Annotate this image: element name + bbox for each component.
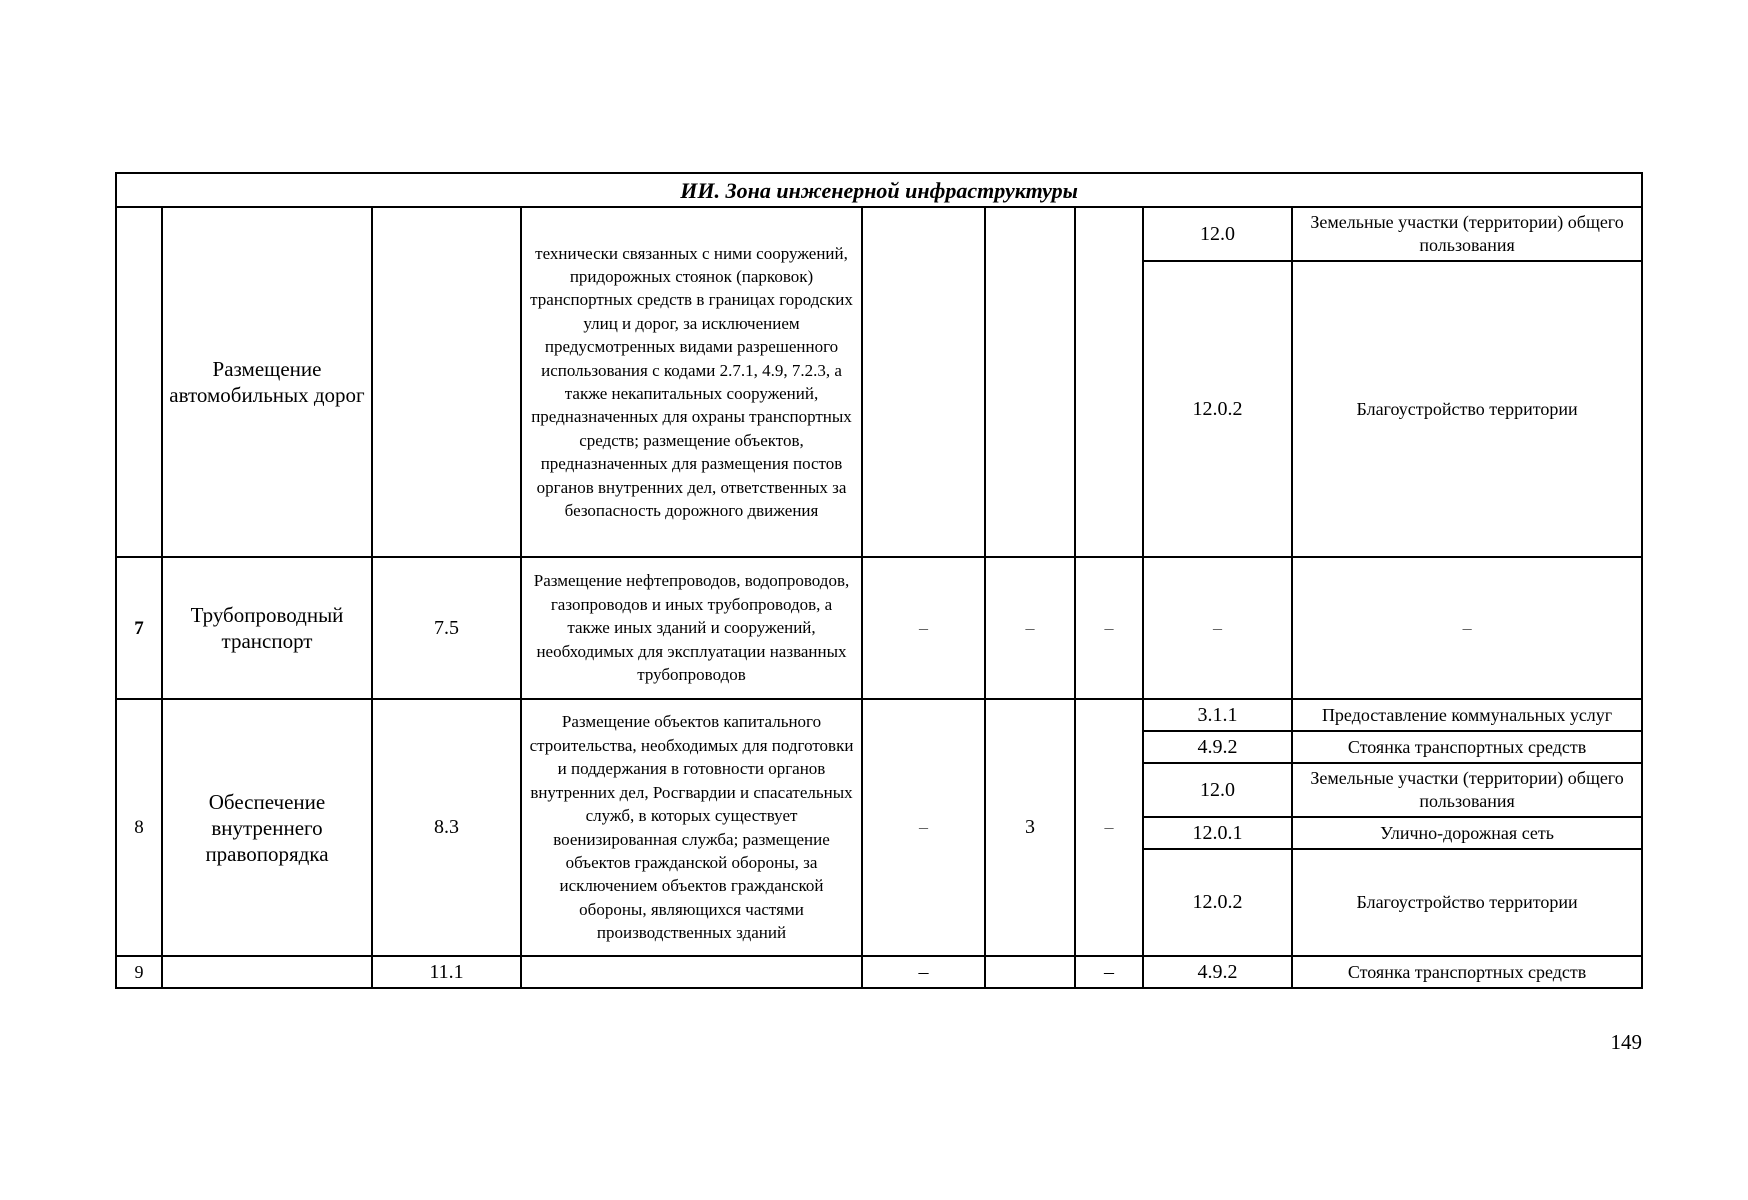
use-code <box>372 207 521 557</box>
aux-code: 12.0.2 <box>1143 261 1292 557</box>
aux-code: 12.0 <box>1143 207 1292 261</box>
param-3: – <box>1075 956 1143 988</box>
aux-name: Земельные участки (территории) общего пользования <box>1292 763 1642 817</box>
aux-name: – <box>1292 557 1642 699</box>
aux-code: 4.9.2 <box>1143 731 1292 763</box>
use-description: Размещение объектов капитального строительства, необходимых для подготовки и поддержания в готовности органов внутренних дел, Росгвардии и спасательных служб, в которых существует военизированная служба; размещение объектов гражданской обороны, за исключением объектов гражданской обороны, являющихся частями производственных зданий <box>521 699 862 956</box>
param-3 <box>1075 207 1143 557</box>
use-name: Размещение автомобильных дорог <box>162 207 372 557</box>
use-description: Размещение нефтепроводов, водопроводов, газопроводов и иных трубопроводов, а также иных зданий и сооружений, необходимых для эксплуатации названных трубопроводов <box>521 557 862 699</box>
aux-name: Земельные участки (территории) общего пользования <box>1292 207 1642 261</box>
use-code: 8.3 <box>372 699 521 956</box>
aux-code: – <box>1143 557 1292 699</box>
zone-title: ИИ. Зона инженерной инфраструктуры <box>116 173 1642 207</box>
param-2: – <box>985 557 1075 699</box>
aux-name: Благоустройство территории <box>1292 261 1642 557</box>
aux-name: Стоянка транспортных средств <box>1292 956 1642 988</box>
row-number: 8 <box>116 699 162 956</box>
param-1 <box>862 207 985 557</box>
row-number: 9 <box>116 956 162 988</box>
aux-name: Стоянка транспортных средств <box>1292 731 1642 763</box>
aux-code: 12.0 <box>1143 763 1292 817</box>
param-1: – <box>862 956 985 988</box>
param-1: – <box>862 699 985 956</box>
table-row <box>116 207 1642 261</box>
table-row <box>116 956 1642 988</box>
row-number: 7 <box>116 557 162 699</box>
aux-code: 4.9.2 <box>1143 956 1292 988</box>
use-code: 7.5 <box>372 557 521 699</box>
aux-name: Улично-дорожная сеть <box>1292 817 1642 849</box>
param-2: 3 <box>985 699 1075 956</box>
aux-code: 12.0.1 <box>1143 817 1292 849</box>
use-name <box>162 956 372 988</box>
param-2 <box>985 956 1075 988</box>
page-number: 149 <box>1610 1030 1642 1054</box>
use-name: Обеспечение внутреннего правопорядка <box>162 699 372 956</box>
param-3: – <box>1075 557 1143 699</box>
use-name: Трубопроводный транспорт <box>162 557 372 699</box>
table-row <box>116 557 1642 699</box>
aux-code: 3.1.1 <box>1143 699 1292 731</box>
aux-code: 12.0.2 <box>1143 849 1292 956</box>
land-use-table <box>115 172 1643 989</box>
use-description: технически связанных с ними сооружений, придорожных стоянок (парковок) транспортных средств в границах городских улиц и дорог, за исключением предусмотренных видами разрешенного использования с кодами 2.7.1, 4.9, 7.2.3, а также некапитальных сооружений, предназначенных для охраны транспортных средств; размещение объектов, предназначенных для размещения постов органов внутренних дел, ответственных за безопасность дорожного движения <box>521 207 862 557</box>
param-3: – <box>1075 699 1143 956</box>
zone-header-row <box>116 173 1642 207</box>
use-code: 11.1 <box>372 956 521 988</box>
aux-name: Предоставление коммунальных услуг <box>1292 699 1642 731</box>
row-number <box>116 207 162 557</box>
aux-name: Благоустройство территории <box>1292 849 1642 956</box>
use-description <box>521 956 862 988</box>
table-row <box>116 699 1642 731</box>
param-2 <box>985 207 1075 557</box>
param-1: – <box>862 557 985 699</box>
